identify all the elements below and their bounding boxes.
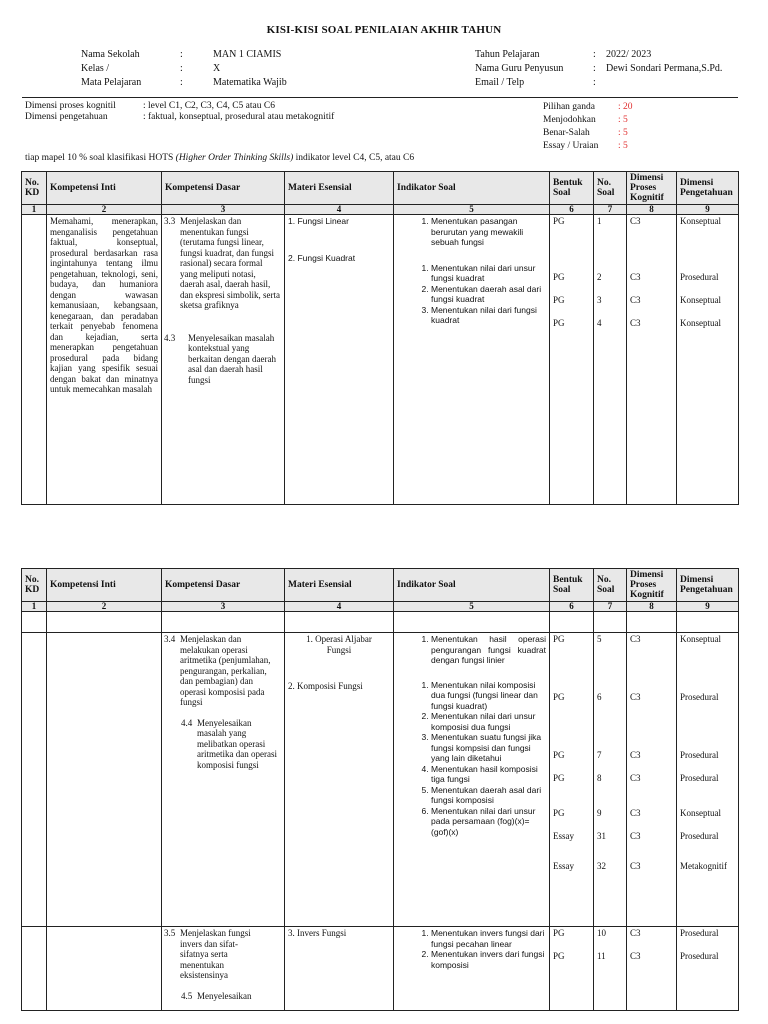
materi-item: 3. Invers Fungsi bbox=[288, 928, 347, 938]
kd-item bbox=[164, 718, 281, 771]
pengetahuan-value: Metakognitif bbox=[680, 861, 727, 871]
kd-text: Menjelaskan fungsi invers dan sifat-sifatnya serta menentukan eksistensinya bbox=[180, 928, 251, 980]
proses-kognitif-value: C3 bbox=[630, 750, 641, 760]
column-number: 3 bbox=[162, 205, 285, 215]
proses-kognitif-value: C3 bbox=[630, 951, 641, 961]
indicator-item: 2. Menentukan nilai dari unsur komposisi dua fungsi bbox=[431, 711, 546, 732]
bentuk-value: PG bbox=[553, 318, 565, 328]
empty-cell bbox=[627, 612, 677, 633]
bentuk-value: PG bbox=[553, 634, 565, 644]
materi-item: 1. Fungsi Linear bbox=[288, 216, 349, 226]
pengetahuan-value: Prosedural bbox=[680, 272, 719, 282]
materi-item: 2. Fungsi Kuadrat bbox=[288, 252, 356, 263]
header-cell: Materi Esensial bbox=[285, 172, 394, 205]
kompetensi-inti-cell bbox=[47, 215, 162, 505]
indicator-item: 3. Menentukan nilai dari fungsi kuadrat bbox=[431, 305, 546, 326]
header-cell: Kompetensi Dasar bbox=[162, 569, 285, 602]
info-row-teacher bbox=[475, 62, 722, 76]
question-type-count: : 5 bbox=[618, 115, 628, 125]
column-number-row bbox=[22, 602, 739, 612]
kd-number-cell bbox=[22, 215, 47, 505]
info-value: 2022/ 2023 bbox=[606, 49, 652, 60]
pengetahuan-cell bbox=[677, 927, 739, 1011]
bentuk-value: Essay bbox=[553, 861, 574, 871]
proses-kognitif-value: C3 bbox=[630, 692, 641, 702]
bentuk-value: Essay bbox=[553, 831, 574, 841]
info-row-class bbox=[81, 62, 287, 76]
materi-item: 1. Operasi Aljabar Fungsi bbox=[306, 634, 372, 655]
bentuk-value: PG bbox=[553, 272, 565, 282]
info-row-school bbox=[81, 48, 287, 62]
kompetensi-dasar-cell bbox=[162, 215, 285, 505]
column-number: 8 bbox=[627, 205, 677, 215]
column-number: 6 bbox=[550, 205, 594, 215]
column-number: 1 bbox=[22, 602, 47, 612]
no-soal-cell bbox=[594, 215, 627, 505]
header-cell: No. KD bbox=[22, 172, 47, 205]
info-colon: : bbox=[593, 49, 596, 60]
pengetahuan-value: Konseptual bbox=[680, 634, 721, 644]
header-divider bbox=[22, 97, 738, 98]
no-soal-value: 4 bbox=[597, 318, 602, 328]
header-cell: No. KD bbox=[22, 569, 47, 602]
no-soal-value: 10 bbox=[597, 928, 606, 938]
kd-item bbox=[164, 928, 281, 981]
empty-cell bbox=[47, 612, 162, 633]
empty-cell bbox=[677, 612, 739, 633]
question-type-row bbox=[543, 101, 633, 114]
no-soal-value: 9 bbox=[597, 808, 602, 818]
column-number: 3 bbox=[162, 602, 285, 612]
no-soal-value: 2 bbox=[597, 272, 602, 282]
empty-cell bbox=[394, 612, 550, 633]
proses-kognitif-value: C3 bbox=[630, 831, 641, 841]
column-number: 7 bbox=[594, 602, 627, 612]
kisi-table-1 bbox=[21, 171, 739, 505]
indicator-item: 1. Menentukan nilai komposisi dua fungsi (fungsi linear dan fungsi kuadrat) bbox=[431, 680, 546, 712]
info-label: Nama Guru Penyusun bbox=[475, 63, 564, 74]
proses-kognitif-value: C3 bbox=[630, 808, 641, 818]
kd-item bbox=[164, 216, 281, 311]
pengetahuan-value: Konseptual bbox=[680, 318, 721, 328]
dimension-label: Dimensi pengetahuan bbox=[25, 112, 108, 122]
proses-kognitif-value: C3 bbox=[630, 272, 641, 282]
kd-number: 4.5 bbox=[181, 990, 193, 1001]
no-soal-value: 11 bbox=[597, 951, 606, 961]
bentuk-cell bbox=[550, 215, 594, 505]
indicator-item: 4. Menentukan hasil komposisi tiga fungsi bbox=[431, 764, 546, 785]
column-number: 4 bbox=[285, 602, 394, 612]
column-number: 6 bbox=[550, 602, 594, 612]
dimension-value: : level C1, C2, C3, C4, C5 atau C6 bbox=[143, 101, 275, 111]
indicator-item: 3. Menentukan suatu fungsi jika fungsi kompsisi dan fungsi yang lain diketahui bbox=[431, 732, 546, 764]
header-cell: Bentuk Soal bbox=[550, 569, 594, 602]
question-type-label: Menjodohkan bbox=[543, 115, 596, 125]
indicator-list bbox=[397, 634, 546, 666]
no-soal-value: 6 bbox=[597, 692, 602, 702]
pengetahuan-value: Prosedural bbox=[680, 928, 719, 938]
info-colon: : bbox=[593, 63, 596, 74]
hots-text-end: indikator level C4, C5, atau C6 bbox=[293, 153, 415, 163]
column-number: 2 bbox=[47, 205, 162, 215]
pengetahuan-value: Prosedural bbox=[680, 773, 719, 783]
column-number: 9 bbox=[677, 205, 739, 215]
bentuk-value: PG bbox=[553, 951, 565, 961]
question-type-row bbox=[543, 127, 633, 140]
header-cell: Bentuk Soal bbox=[550, 172, 594, 205]
bentuk-cell bbox=[550, 927, 594, 1011]
column-number: 7 bbox=[594, 205, 627, 215]
bentuk-value: PG bbox=[553, 692, 565, 702]
hots-italic: (Higher Order Thinking Skills) bbox=[175, 153, 294, 163]
table-row bbox=[22, 215, 739, 505]
pengetahuan-cell bbox=[677, 633, 739, 927]
column-number-row bbox=[22, 205, 739, 215]
indicator-list bbox=[397, 216, 546, 248]
kisi-table-2 bbox=[21, 568, 739, 1011]
no-soal-value: 3 bbox=[597, 295, 602, 305]
header-cell: Kompetensi Inti bbox=[47, 172, 162, 205]
kompetensi-inti-cell bbox=[47, 633, 162, 927]
question-type-label: Essay / Uraian bbox=[543, 141, 599, 151]
info-label: Tahun Pelajaran bbox=[475, 49, 540, 60]
info-label: Email / Telp bbox=[475, 77, 525, 88]
column-number: 2 bbox=[47, 602, 162, 612]
column-number: 4 bbox=[285, 205, 394, 215]
indikator-cell bbox=[394, 633, 550, 927]
info-colon: : bbox=[180, 63, 183, 74]
question-type-count: : 20 bbox=[618, 102, 633, 112]
empty-cell bbox=[550, 612, 594, 633]
kd-number-cell bbox=[22, 927, 47, 1011]
empty-cell bbox=[22, 612, 47, 633]
bentuk-value: PG bbox=[553, 928, 565, 938]
bentuk-cell bbox=[550, 633, 594, 927]
proses-kognitif-value: C3 bbox=[630, 318, 641, 328]
header-cell: Kompetensi Dasar bbox=[162, 172, 285, 205]
bentuk-value: PG bbox=[553, 808, 565, 818]
pengetahuan-value: Konseptual bbox=[680, 216, 721, 226]
pengetahuan-value: Prosedural bbox=[680, 750, 719, 760]
proses-kognitif-value: C3 bbox=[630, 295, 641, 305]
indikator-cell bbox=[394, 215, 550, 505]
proses-kognitif-cell bbox=[627, 215, 677, 505]
kd-number: 3.3 bbox=[164, 216, 176, 226]
info-label: Nama Sekolah bbox=[81, 49, 140, 60]
bentuk-value: PG bbox=[553, 750, 565, 760]
question-type-count: : 5 bbox=[618, 141, 628, 151]
dimension-label: Dimensi proses kognitil bbox=[25, 101, 116, 111]
info-colon: : bbox=[180, 77, 183, 88]
proses-kognitif-value: C3 bbox=[630, 773, 641, 783]
proses-kognitif-cell bbox=[627, 927, 677, 1011]
indicator-item: 6. Menentukan nilai dari unsur pada persamaan (fog)(x)=(gof)(x) bbox=[431, 806, 546, 838]
question-type-label: Benar-Salah bbox=[543, 128, 590, 138]
no-soal-cell bbox=[594, 633, 627, 927]
indicator-list bbox=[397, 263, 546, 326]
no-soal-value: 5 bbox=[597, 634, 602, 644]
table-header-row bbox=[22, 172, 739, 205]
column-number: 8 bbox=[627, 602, 677, 612]
kd-text: Menyelesaikan masalah yang melibatkan operasi aritmetika dan operasi komposisi fungsi bbox=[197, 717, 277, 770]
bentuk-value: PG bbox=[553, 295, 565, 305]
indicator-list bbox=[397, 928, 546, 970]
pengetahuan-value: Konseptual bbox=[680, 295, 721, 305]
column-number: 5 bbox=[394, 602, 550, 612]
table-row bbox=[22, 927, 739, 1011]
kompetensi-dasar-cell bbox=[162, 633, 285, 927]
kd-item bbox=[164, 991, 281, 1002]
info-colon: : bbox=[593, 77, 596, 88]
kd-number: 3.4 bbox=[164, 634, 176, 644]
indikator-cell bbox=[394, 927, 550, 1011]
bentuk-value: PG bbox=[553, 216, 565, 226]
indicator-list bbox=[397, 680, 546, 838]
no-soal-value: 31 bbox=[597, 831, 606, 841]
indicator-item: 1. Menentukan pasangan berurutan yang mewakili sebuah fungsi bbox=[431, 216, 546, 248]
column-number: 5 bbox=[394, 205, 550, 215]
no-soal-value: 8 bbox=[597, 773, 602, 783]
document-title: KISI-KISI SOAL PENILAIAN AKHIR TAHUN bbox=[266, 24, 502, 36]
header-cell: No. Soal bbox=[594, 172, 627, 205]
question-type-count: : 5 bbox=[618, 128, 628, 138]
dimension-notes bbox=[25, 101, 334, 123]
header-cell: Dimensi Pengetahuan bbox=[677, 569, 739, 602]
header-cell: No. Soal bbox=[594, 569, 627, 602]
empty-row bbox=[22, 612, 739, 633]
question-type-row bbox=[543, 114, 633, 127]
empty-cell bbox=[162, 612, 285, 633]
empty-cell bbox=[285, 612, 394, 633]
header-cell: Dimensi Pengetahuan bbox=[677, 172, 739, 205]
pengetahuan-cell bbox=[677, 215, 739, 505]
pengetahuan-value: Prosedural bbox=[680, 831, 719, 841]
hots-note bbox=[25, 153, 414, 163]
info-value: Dewi Sondari Permana,S.Pd. bbox=[606, 63, 723, 74]
info-label: Kelas / bbox=[81, 63, 110, 74]
pengetahuan-value: Konseptual bbox=[680, 808, 721, 818]
kd-number-cell bbox=[22, 633, 47, 927]
indicator-item: 1. Menentukan hasil operasi pengurangan fungsi kuadrat dengan fungsi linier bbox=[431, 634, 546, 666]
header-cell: Indikator Soal bbox=[394, 569, 550, 602]
column-number: 9 bbox=[677, 602, 739, 612]
info-value: MAN 1 CIAMIS bbox=[213, 49, 282, 60]
info-value: Matematika Wajib bbox=[213, 77, 287, 88]
header-cell: Materi Esensial bbox=[285, 569, 394, 602]
table-header-row bbox=[22, 569, 739, 602]
hots-text: tiap mapel 10 % soal klasifikasi HOTS bbox=[25, 153, 176, 163]
proses-kognitif-value: C3 bbox=[630, 861, 641, 871]
dimension-value: : faktual, konseptual, prosedural atau metakognitif bbox=[143, 112, 335, 122]
info-row-year bbox=[475, 48, 722, 62]
teacher-info bbox=[475, 48, 722, 90]
kd-number: 3.5 bbox=[164, 928, 176, 938]
indicator-item: 2. Menentukan invers dari fungsi komposisi bbox=[431, 949, 546, 970]
dimension-row bbox=[25, 112, 334, 123]
proses-kognitif-cell bbox=[627, 633, 677, 927]
header-cell: Dimensi Proses Kognitif bbox=[627, 172, 677, 205]
bentuk-value: PG bbox=[553, 773, 565, 783]
school-info bbox=[81, 48, 287, 90]
materi-cell bbox=[285, 215, 394, 505]
no-soal-value: 1 bbox=[597, 216, 602, 226]
materi-cell bbox=[285, 927, 394, 1011]
kompetensi-inti-cell bbox=[47, 927, 162, 1011]
indicator-item: 2. Menentukan daerah asal dari fungsi kuadrat bbox=[431, 284, 546, 305]
info-label: Mata Pelajaran bbox=[81, 77, 142, 88]
header-cell: Kompetensi Inti bbox=[47, 569, 162, 602]
kd-text: Menyelesaikan masalah kontekstual yang berkaitan dengan daerah asal dan daerah hasil fungsi bbox=[188, 332, 276, 385]
kompetensi-inti-text: Memahami, menerapkan, menganalisis pengetahuan faktual, konseptual, prosedural berdasarkan rasa ingintahunya tentang ilmu pengetahuan, teknologi, seni, budaya, dan humaniora dengan wawasan kemanusiaan, kebangsaan, kenegaraan, dan peradaban terkait penyebab fenomena dan kejadian, serta menerapkan pengetahuan prosedural pada bidang kajian yang spesifik sesuai dengan bakat dan minatnya untuk memecahkan masalah bbox=[50, 216, 158, 394]
kd-number: 4.4 bbox=[181, 717, 193, 728]
kd-text: Menjelaskan dan menentukan fungsi (terutama fungsi linear, fungsi kuadrat, dan fungsi rasional) secara formal yang meliputi notasi, daerah asal, daerah hasil, dan ekspresi simbolik, serta sketsa grafiknya bbox=[180, 216, 280, 310]
proses-kognitif-value: C3 bbox=[630, 928, 641, 938]
indicator-item: 5. Menentukan daerah asal dari fungsi komposisi bbox=[431, 785, 546, 806]
dimension-row bbox=[25, 101, 334, 112]
info-colon: : bbox=[180, 49, 183, 60]
materi-item: 2. Komposisi Fungsi bbox=[288, 681, 363, 691]
kd-item bbox=[164, 634, 281, 708]
proses-kognitif-value: C3 bbox=[630, 634, 641, 644]
kompetensi-dasar-cell bbox=[162, 927, 285, 1011]
question-type-label: Pilihan ganda bbox=[543, 102, 595, 112]
kd-text: Menyelesaikan bbox=[197, 990, 252, 1001]
no-soal-value: 7 bbox=[597, 750, 602, 760]
materi-cell bbox=[285, 633, 394, 927]
no-soal-value: 32 bbox=[597, 861, 606, 871]
question-type-counts bbox=[543, 101, 633, 153]
question-type-row bbox=[543, 140, 633, 153]
pengetahuan-value: Prosedural bbox=[680, 692, 719, 702]
no-soal-cell bbox=[594, 927, 627, 1011]
pengetahuan-value: Prosedural bbox=[680, 951, 719, 961]
info-row-email bbox=[475, 76, 722, 90]
column-number: 1 bbox=[22, 205, 47, 215]
info-row-subject bbox=[81, 76, 287, 90]
kd-text: Menjelaskan dan melakukan operasi aritmetika (penjumlahan, pengurangan, perkalian, dan pembagian) dan operasi komposisi pada fungsi bbox=[180, 634, 271, 707]
indicator-item: 1. Menentukan nilai dari unsur fungsi kuadrat bbox=[431, 263, 546, 284]
table-row bbox=[22, 633, 739, 927]
kd-number: 4.3 bbox=[164, 332, 176, 343]
indicator-item: 1. Menentukan invers fungsi dari fungsi pecahan linear bbox=[431, 928, 546, 949]
proses-kognitif-value: C3 bbox=[630, 216, 641, 226]
info-value: X bbox=[213, 63, 221, 74]
kd-item bbox=[164, 333, 281, 386]
header-cell: Dimensi Proses Kognitif bbox=[627, 569, 677, 602]
header-cell: Indikator Soal bbox=[394, 172, 550, 205]
empty-cell bbox=[594, 612, 627, 633]
